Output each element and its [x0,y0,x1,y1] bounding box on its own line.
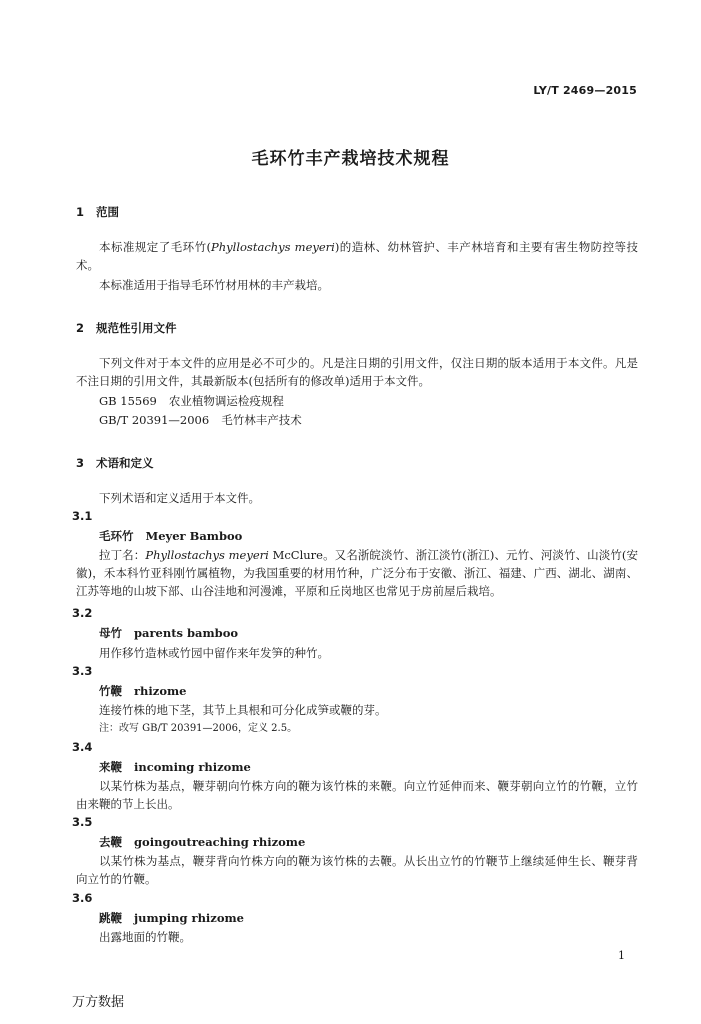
section-1-paragraph-1 [76,238,638,274]
term-number: 3.4 [72,740,93,754]
section-number: 3 [76,456,85,470]
term-en: jumping rhizome [134,911,244,925]
section-2-paragraph-1: 下列文件对于本文件的应用是必不可少的。凡是注日期的引用文件，仅注日期的版本适用于本文件。凡是不注日期的引用文件，其最新版本(包括所有的修改单)适用于本文件。 [76,356,638,388]
term-zh: 跳鞭 [99,911,122,925]
term-zh: 母竹 [99,626,122,640]
section-number: 2 [76,321,85,335]
section-1-heading [76,204,638,220]
term-en: incoming rhizome [134,760,251,774]
term-en: rhizome [134,684,187,698]
section-title: 术语和定义 [96,456,154,470]
reference-title: 毛竹林丰产技术 [221,413,302,427]
reference-item [76,411,661,429]
term-name [76,683,661,699]
text: 本标准规定了毛环竹( [99,240,212,254]
latin-name: Phyllostachys meyeri [211,240,335,254]
term-number: 3.1 [72,509,93,523]
section-title: 规范性引用文件 [96,321,177,335]
term-name [76,625,661,641]
term-name [76,910,661,926]
page-number: 1 [618,949,625,962]
reference-code: GB/T 20391—2006 [99,413,210,427]
section-number: 1 [76,205,85,219]
term-number: 3.5 [72,815,93,829]
term-zh: 竹鞭 [99,684,122,698]
text: McClure。又名浙皖淡竹、浙江淡竹(浙江)、元竹、河淡竹、山淡竹(安徽)，禾本科竹亚科刚竹属植物，为我国重要的材用竹种，广泛分布于安徽、浙江、福建、广西、湖北、湖南、江苏等地的山坡下部、山谷洼地和河漫滩，平原和丘岗地区也常见于房前屋后栽培。 [76,548,639,598]
section-title: 范围 [96,205,119,219]
term-en: goingoutreaching rhizome [134,835,306,849]
reference-code: GB 15569 [99,394,157,408]
term-number: 3.6 [72,891,93,905]
term-en: Meyer Bamboo [145,529,243,543]
text: 拉丁名： [99,548,146,562]
term-definition: 以某竹株为基点，鞭芽背向竹株方向的鞭为该竹株的去鞭。从长出立竹的竹鞭节上继续延伸生长、鞭芽背向立竹的竹鞭。 [76,854,638,886]
section-2-heading [76,320,638,336]
term-name [76,528,661,544]
term-note: 注：改写 GB/T 20391—2006，定义 2.5。 [99,723,298,734]
term-definition: 用作移竹造林或竹园中留作来年发笋的种竹。 [99,646,329,660]
term-number: 3.3 [72,664,93,678]
latin-name: Phyllostachys meyeri [145,548,269,562]
term-definition: 以某竹株为基点，鞭芽朝向竹株方向的鞭为该竹株的来鞭。向立竹延伸而来、鞭芽朝向立竹的竹鞭，立竹由来鞭的节上长出。 [76,779,638,811]
reference-item [76,392,661,410]
section-3-heading [76,455,638,471]
term-definition: 出露地面的竹鞭。 [99,930,191,944]
section-3-intro: 下列术语和定义适用于本文件。 [99,491,260,505]
term-zh: 毛环竹 [99,529,134,543]
term-number: 3.2 [72,606,93,620]
term-name [76,759,661,775]
term-definition [76,546,638,600]
term-name [76,834,661,850]
term-zh: 去鞭 [99,835,122,849]
section-1-paragraph-2: 本标准适用于指导毛环竹材用林的丰产栽培。 [99,278,329,292]
document-title: 毛环竹丰产栽培技术规程 [251,149,450,169]
text: )的造林、幼林管护、丰产林培育和主要有害生物防控等技术。 [76,240,639,272]
term-zh: 来鞭 [99,760,122,774]
standard-code: LY/T 2469—2015 [533,84,637,97]
reference-title: 农业植物调运检疫规程 [168,394,284,408]
term-definition: 连接竹株的地下茎，其节上具根和可分化成笋或鞭的芽。 [99,703,387,717]
footer-brand: 万方数据 [72,995,125,1010]
term-en: parents bamboo [134,626,239,640]
